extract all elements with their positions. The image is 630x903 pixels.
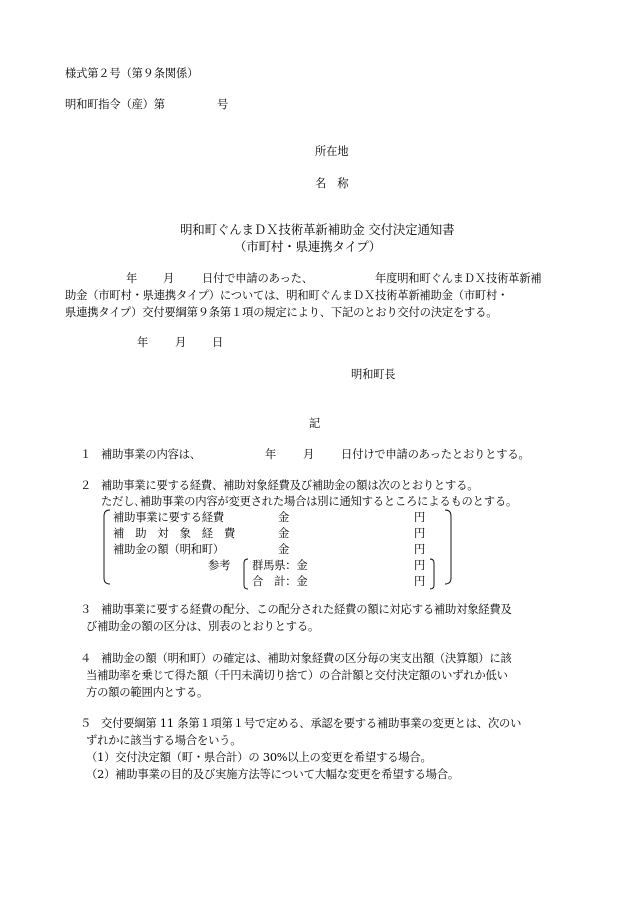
date-month: 月 — [175, 336, 187, 349]
item-4-number: ４ — [80, 652, 92, 665]
reference-row-yen: 円 — [414, 575, 426, 588]
item-1-text-a: 補助事業の内容は、 — [101, 448, 201, 461]
item-4-line-3: 方の額の範囲内とする。 — [86, 686, 209, 699]
item-2-line-1: 補助事業に要する経費、補助対象経費及び補助金の額は次のとおりとする。 — [101, 479, 479, 492]
name-label: 名 称 — [315, 177, 349, 190]
outer-left-bracket — [104, 510, 110, 584]
date-year: 年 — [137, 336, 149, 349]
document-number-suffix: 号 — [217, 98, 229, 111]
intro-year: 年 — [126, 272, 138, 285]
document-subtitle: （市町村・県連携タイプ） — [234, 239, 382, 254]
item-1-number: １ — [80, 448, 92, 461]
amount-row-label: 補 助 対 象 経 費 — [113, 527, 236, 540]
reference-row-label: 群馬県：金 — [252, 559, 308, 572]
item-2-number: ２ — [80, 479, 92, 492]
amount-row-kin: 金 — [278, 511, 290, 524]
item-5-sub-1: （1）交付決定額（町・県合計）の 30%以上の変更を希望する場合。 — [86, 751, 432, 764]
item-5-sub-2: （2）補助事業の目的及び実施方法等について大幅な変更を希望する場合。 — [86, 768, 459, 781]
item-3-number: ３ — [80, 603, 92, 616]
location-label: 所在地 — [315, 145, 349, 158]
amount-row-yen: 円 — [414, 543, 426, 556]
outer-right-bracket — [445, 510, 451, 584]
amount-row-label: 補助金の額（明和町） — [113, 543, 224, 556]
amount-row-kin: 金 — [278, 543, 290, 556]
reference-row-yen: 円 — [414, 559, 426, 572]
amount-row-yen: 円 — [414, 511, 426, 524]
intro-line-3: 県連携タイプ）交付要綱第９条第１項の規定により、下記のとおり交付の決定をする。 — [65, 306, 498, 319]
intro-fiscal-year-text: 年度明和町ぐんまＤＸ技術革新補 — [375, 272, 542, 285]
item-1-text-b: 日付けで申請のあったとおりとする。 — [341, 448, 530, 461]
document-number-prefix: 明和町指令（産）第 — [65, 98, 165, 111]
item-3-line-1: 補助事業に要する経費の配分、この配分された経費の額に対応する補助対象経費及 — [101, 603, 512, 616]
amount-row-label: 補助事業に要する経費 — [113, 511, 224, 524]
item-1-month: 月 — [303, 448, 315, 461]
date-day: 日 — [212, 336, 224, 349]
reference-left-bracket — [244, 559, 248, 589]
document-title: 明和町ぐんまＤＸ技術革新補助金 交付決定通知書 — [180, 222, 455, 237]
reference-row-label: 合 計：金 — [252, 575, 308, 588]
item-3-line-2: び補助金の額の区分は、別表のとおりとする。 — [86, 620, 320, 633]
issuer: 明和町長 — [351, 368, 396, 381]
intro-month: 月 — [163, 272, 175, 285]
intro-line-2: 助金（市町村・県連携タイプ）については、明和町ぐんまＤＸ技術革新補助金（市町村・ — [65, 289, 509, 302]
reference-right-bracket — [430, 559, 434, 589]
item-5-line-1: 交付要綱第 11 条第１項第１号で定める、承認を要する補助事業の変更とは、次のい — [101, 717, 522, 730]
item-2-line-2: ただし､補助事業の内容が変更された場合は別に通知するところによるものとする。 — [101, 495, 518, 508]
amount-row-yen: 円 — [414, 527, 426, 540]
ki-heading: 記 — [309, 417, 321, 430]
item-4-line-2: 当補助率を乗じて得た額（千円未満切り捨て）の合計額と交付決定額のいずれか低い — [86, 669, 508, 682]
reference-label: 参考 — [208, 559, 231, 572]
item-5-line-2: ずれかに該当する場合をいう。 — [86, 734, 242, 747]
amount-row-kin: 金 — [278, 527, 290, 540]
intro-day-text: 日付で申請のあった、 — [202, 272, 313, 285]
item-1-year: 年 — [265, 448, 277, 461]
form-number: 様式第２号（第９条関係） — [65, 67, 199, 80]
item-5-number: ５ — [80, 717, 92, 730]
item-4-line-1: 補助金の額（明和町）の確定は、補助対象経費の区分毎の実支出額（決算額）に該 — [101, 652, 512, 665]
